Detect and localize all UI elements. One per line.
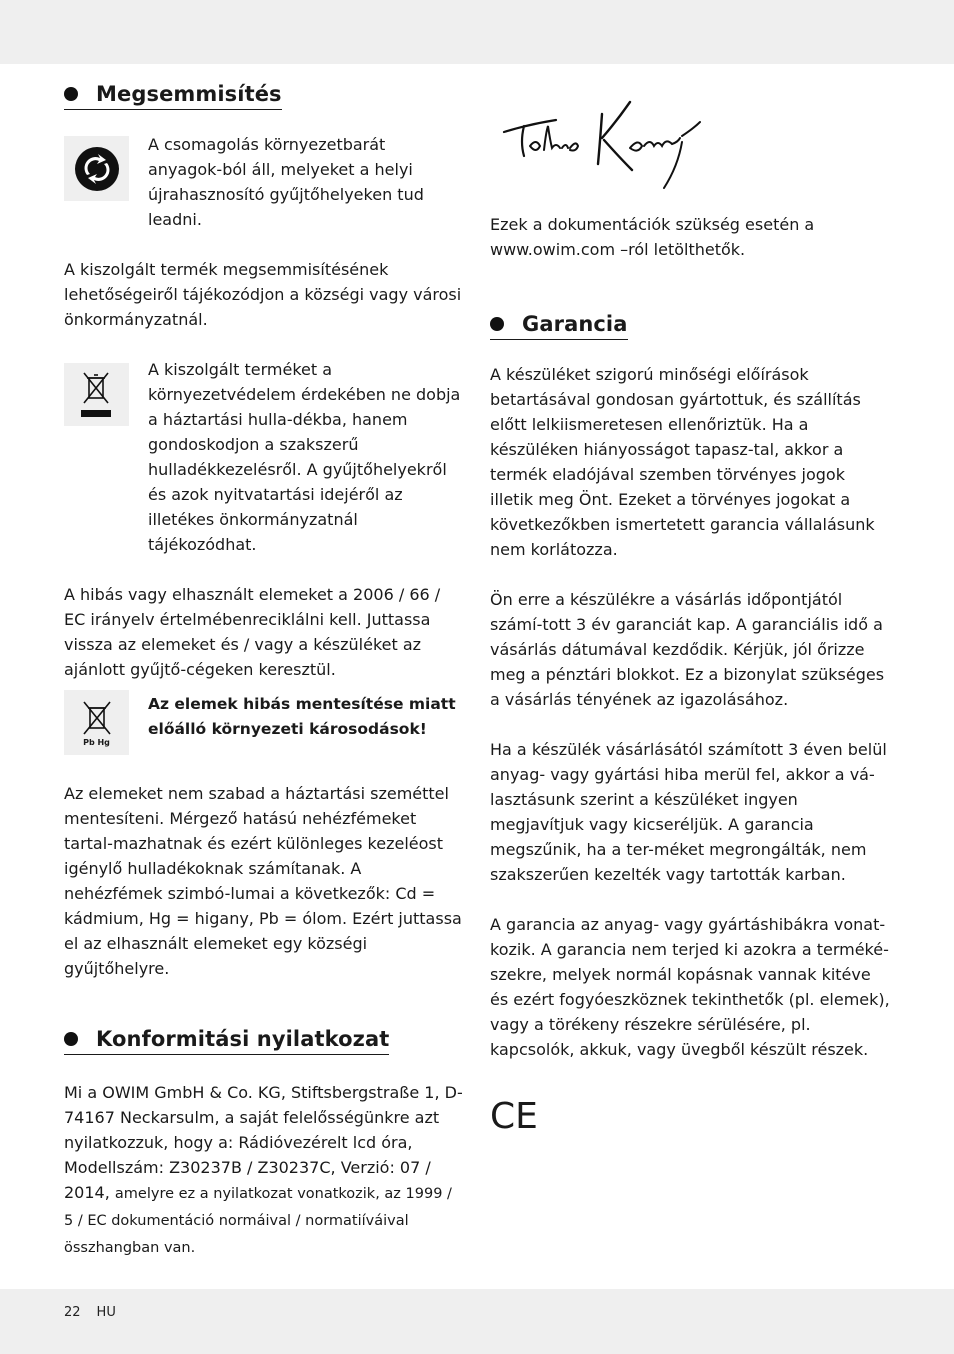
header-band [0,0,954,64]
signature [490,92,892,200]
recycle-text: A csomagolás környezetbarát anyagok-ból áll, melyeket a helyi újrahasznosító gyűjtőhelyeken tud leadni. [148,135,424,229]
warning-text: Az elemek hibás mentesítése miatt előálló környezeti károsodások! [148,695,456,738]
section-title: Konformitási nyilatkozat [96,1027,390,1051]
recycle-icon [64,136,129,201]
section-heading-warranty [490,312,628,340]
ce-mark [490,1096,892,1137]
battery-warning-row [64,687,464,755]
recycle-row [64,132,464,232]
battery-text: A hibás vagy elhasznált elemeket a 2006 / 66 / EC irányelv értelmébenreciklálni kell. Juttassa vissza az elemeket és / vagy a készüléket az ajánlott gyűjtő-cégeken keresztül. [64,585,441,679]
warranty-paragraph-2: Ön erre a készülékre a vásárlás időpontjától számí-tott 3 év garanciát kap. A garanciális idő a vásárlás dátumával kezdődik. Kérjük, jól őrizze meg a pénztári blokkot. Ez a bizonylat szükséges a vásárlás tényének az igazolásához. [490,590,885,709]
footer [64,1305,116,1320]
weee-bin-icon [64,363,129,426]
bullet-icon [64,1032,78,1046]
weee-text: A kiszolgált terméket a környezetvédelem érdekében ne dobja a háztartási hulla-dékba, hanem gondoskodjon a szakszerű hulladékkezelésről. A gyűjtőhelyekről és azok nyitvatartási idejéről az illetékes önkormányzatnál tájékozódhat. [148,360,461,554]
disposal-text: A kiszolgált termék megsemmisítésének lehetőségeiről tájékozódjon a községi vagy városi önkormányzatnál. [64,260,462,329]
bullet-icon [64,87,78,101]
weee-row [64,357,464,557]
warranty-paragraph-4: A garancia az anyag- vagy gyártáshibákra vonat-kozik. A garancia nem terjed ki azokra a terméké-szekre, melyek normál kopásnak vannak kitéve és ezért fogyóeszköznek tekinthetők (pl. elemek), vagy a törékeny részekre sérülésére, pl. kapcsolók, akkuk, vagy üvegből készült részek. [490,915,890,1059]
conformity-text-a: Mi a OWIM GmbH & Co. KG, Stiftsbergstraße 1, D-74167 Neckarsulm, a saját felelősségünkre azt nyilatkozzuk, hogy a: Rádióvezérelt lcd óra, Modellszám: Z30237B / Z30237C, Verzió: 07 / 2014, [64,1083,463,1202]
bullet-icon [490,317,504,331]
conformity-text [64,1080,464,1261]
battery-bin-icon [64,690,129,755]
conformity-text-b: amelyre ez a nyilatkozat vonatkozik, az 1999 / 5 / EC dokumentáció normáival / normatiíváival összhangban van. [64,1186,452,1256]
warranty-paragraph-1: A készüléket szigorú minőségi előírások betartásával gondosan gyártottuk, és szállítás előtt lelkiismeretesen ellenőriztük. Ha a készüléken hiányosságot tapasz-tal, akkor a termék eladójával szemben törvényes jogok illetik meg Önt. Ezeket a törvényes jogokat a következőkben ismertetett garancia vállalásunk nem korlátozza. [490,365,875,559]
page-number: 22 [64,1305,81,1320]
section-heading-conformity [64,1027,389,1055]
warranty-paragraph-3: Ha a készülék vásárlásától számított 3 éven belül anyag- vagy gyártási hiba merül fel, akkor a vá-lasztásunk szerint a készüléket ingyen megjavítjuk vagy kicseréljük. A garancia megszűnik, ha a ter-méket megrongálták, nem szakszerűen kezelték vagy tartották karban. [490,740,887,884]
docs-text: Ezek a dokumentációk szükség esetén a www.owim.com –ról letölthetők. [490,215,815,259]
ce-mark-text: CE [490,1096,538,1137]
heavy-metals-text: Az elemeket nem szabad a háztartási szeméttel mentesíteni. Mérgező hatású nehézfémeket tartal-mazhatnak és ezért különleges kezeléost igénylő hulladékoknak számítanak. A nehézfémek szimbó-lumai a következők: Cd = kádmium, Hg = higany, Pb = ólom. Ezért juttassa el az elhasznált elemeket egy községi gyűjtőhelyre. [64,784,462,978]
battery-label: Pb Hg [83,738,110,747]
language-code: HU [96,1305,116,1320]
footer-band [0,1289,954,1354]
section-title: Garancia [522,312,628,336]
left-column [64,82,464,1261]
section-heading-disposal [64,82,282,110]
section-title: Megsemmisítés [96,82,282,106]
right-column [490,92,892,1137]
